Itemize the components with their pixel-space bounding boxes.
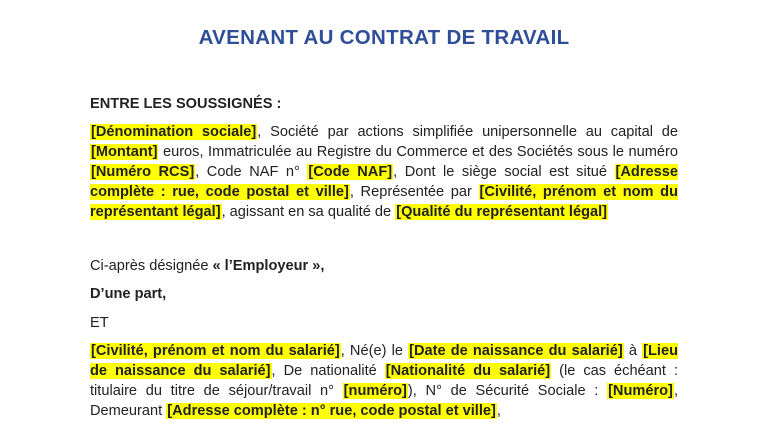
part-one-line: D’une part, — [90, 286, 167, 302]
placeholder-birth-date: [Date de naissance du salarié] — [409, 343, 623, 359]
placeholder-representant: [Civilité, prénom et nom du représentant légal] — [90, 184, 678, 220]
employee-text-3: , De nationalité — [271, 363, 385, 379]
employer-text-1: , Société par actions simplifiée unipersonnelle au capital de — [257, 124, 678, 140]
employer-text-4: , Dont le siège social est situé — [393, 164, 615, 180]
employee-text-5: ), N° de Sécurité Sociale : — [407, 383, 608, 399]
placeholder-employee-address: [Adresse complète : n° rue, code postal et ville] — [167, 403, 496, 419]
employer-paragraph — [90, 122, 678, 222]
placeholder-qualite: [Qualité du représentant légal] — [396, 204, 608, 220]
placeholder-employer-address: [Adresse complète : rue, code postal et ville] — [90, 164, 678, 200]
employer-text-3: , Code NAF n° — [195, 164, 308, 180]
placeholder-ss-number: [Numéro] — [608, 383, 673, 399]
placeholder-birth-place: [Lieu de naissance du salarié] — [90, 343, 679, 379]
placeholder-permit-number: [numéro] — [343, 383, 407, 399]
placeholder-denomination: [Dénomination sociale] — [91, 124, 257, 140]
employee-text-7: , — [496, 403, 501, 419]
placeholder-employee-name: [Civilité, prénom et nom du salarié] — [91, 343, 340, 359]
placeholder-nationality: [Nationalité du salarié] — [385, 363, 551, 379]
designation-name: « l’Employeur », — [212, 258, 325, 274]
placeholder-naf: [Code NAF] — [308, 164, 393, 180]
employer-text-2: euros, Immatriculée au Registre du Commerce et des Sociétés sous le numéro — [158, 144, 678, 160]
placeholder-rcs: [Numéro RCS] — [91, 164, 195, 180]
employee-text-6: , Demeurant — [90, 383, 678, 419]
designation-line — [90, 256, 678, 276]
employee-paragraph — [90, 341, 678, 421]
employer-text-5: , Représentée par — [349, 184, 479, 200]
employee-text-2: à — [623, 343, 643, 359]
document-title: AVENANT AU CONTRAT DE TRAVAIL — [198, 26, 570, 49]
parties-heading: ENTRE LES SOUSSIGNÉS : — [90, 96, 282, 112]
employee-text-4: (le cas échéant : titulaire du titre de séjour/travail n° — [90, 363, 679, 399]
employee-text-1: , Né(e) le — [340, 343, 409, 359]
et-line: ET — [90, 315, 109, 331]
placeholder-montant: [Montant] — [91, 144, 158, 160]
employer-text-6: , agissant en sa qualité de — [221, 204, 396, 220]
designation-prefix: Ci-après désignée — [90, 258, 213, 274]
